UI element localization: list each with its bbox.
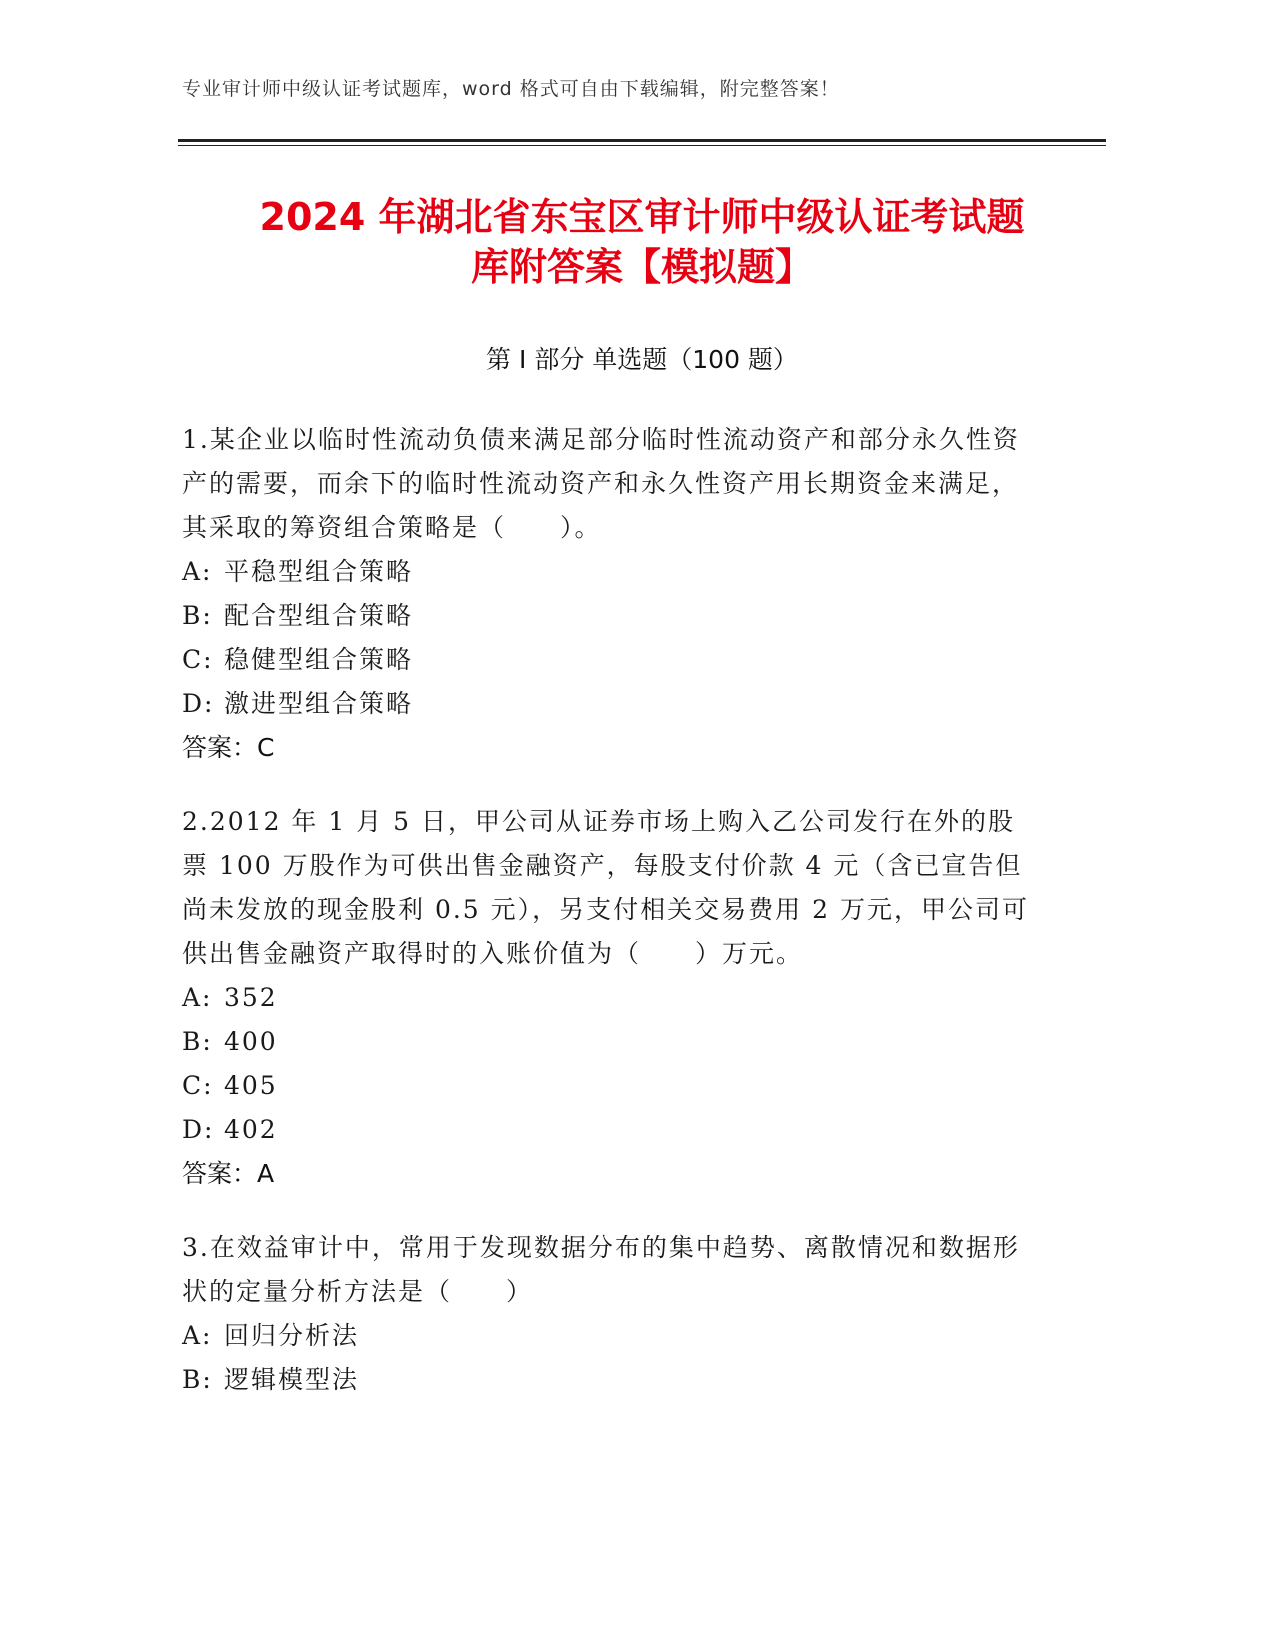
option-letter: B: xyxy=(182,1365,213,1394)
question-list xyxy=(182,418,1032,1432)
option-letter: C: xyxy=(182,645,214,674)
option-letter: C: xyxy=(182,1071,214,1100)
option-a xyxy=(182,976,1032,1020)
option-letter: B: xyxy=(182,1027,213,1056)
option-letter: A: xyxy=(182,983,213,1012)
option-text: 回归分析法 xyxy=(224,1321,360,1350)
question-2 xyxy=(182,800,1032,1196)
option-text: 逻辑模型法 xyxy=(224,1365,360,1394)
option-text: 352 xyxy=(224,983,278,1012)
option-text: 稳健型组合策略 xyxy=(224,645,414,674)
option-c xyxy=(182,638,1032,682)
question-3 xyxy=(182,1226,1032,1402)
option-letter: B: xyxy=(182,601,213,630)
option-text: 配合型组合策略 xyxy=(224,601,414,630)
option-letter: A: xyxy=(182,1321,213,1350)
question-text: 2.2012 年 1 月 5 日，甲公司从证券市场上购入乙公司发行在外的股票 100 万股作为可供出售金融资产，每股支付价款 4 元（含已宣告但尚未发放的现金股利 0.5 元），另支付相关交易费用 2 万元，甲公司可供出售金融资产取得时的入账价值为（ ）万元。 xyxy=(182,807,1029,968)
title-line-1: 2024 年湖北省东宝区审计师中级认证考试题 xyxy=(259,195,1025,239)
option-b xyxy=(182,1358,1032,1402)
option-letter: D: xyxy=(182,1115,215,1144)
answer: 答案：C xyxy=(182,733,275,762)
document-title xyxy=(178,192,1106,292)
question-text: 3.在效益审计中，常用于发现数据分布的集中趋势、离散情况和数据形状的定量分析方法是（ ） xyxy=(182,1233,1020,1306)
header-note: 专业审计师中级认证考试题库，word 格式可自由下载编辑，附完整答案！ xyxy=(182,78,840,100)
option-a xyxy=(182,550,1032,594)
option-text: 激进型组合策略 xyxy=(224,689,414,718)
option-a xyxy=(182,1314,1032,1358)
section-heading: 第 I 部分 单选题（100 题） xyxy=(486,345,798,374)
option-text: 402 xyxy=(224,1115,278,1144)
option-letter: A: xyxy=(182,557,213,586)
header-rule-thin xyxy=(178,145,1106,146)
option-letter: D: xyxy=(182,689,215,718)
answer: 答案：A xyxy=(182,1159,275,1188)
option-text: 400 xyxy=(224,1027,278,1056)
question-text: 1.某企业以临时性流动负债来满足部分临时性流动资产和部分永久性资产的需要，而余下的临时性流动资产和永久性资产用长期资金来满足，其采取的筹资组合策略是（ ）。 xyxy=(182,425,1020,542)
option-c xyxy=(182,1064,1032,1108)
question-1 xyxy=(182,418,1032,770)
option-b xyxy=(182,1020,1032,1064)
option-d xyxy=(182,682,1032,726)
option-b xyxy=(182,594,1032,638)
header-rule-thick xyxy=(178,139,1106,142)
option-d xyxy=(182,1108,1032,1152)
option-text: 平稳型组合策略 xyxy=(224,557,414,586)
title-line-2: 库附答案【模拟题】 xyxy=(470,245,813,289)
option-text: 405 xyxy=(224,1071,278,1100)
